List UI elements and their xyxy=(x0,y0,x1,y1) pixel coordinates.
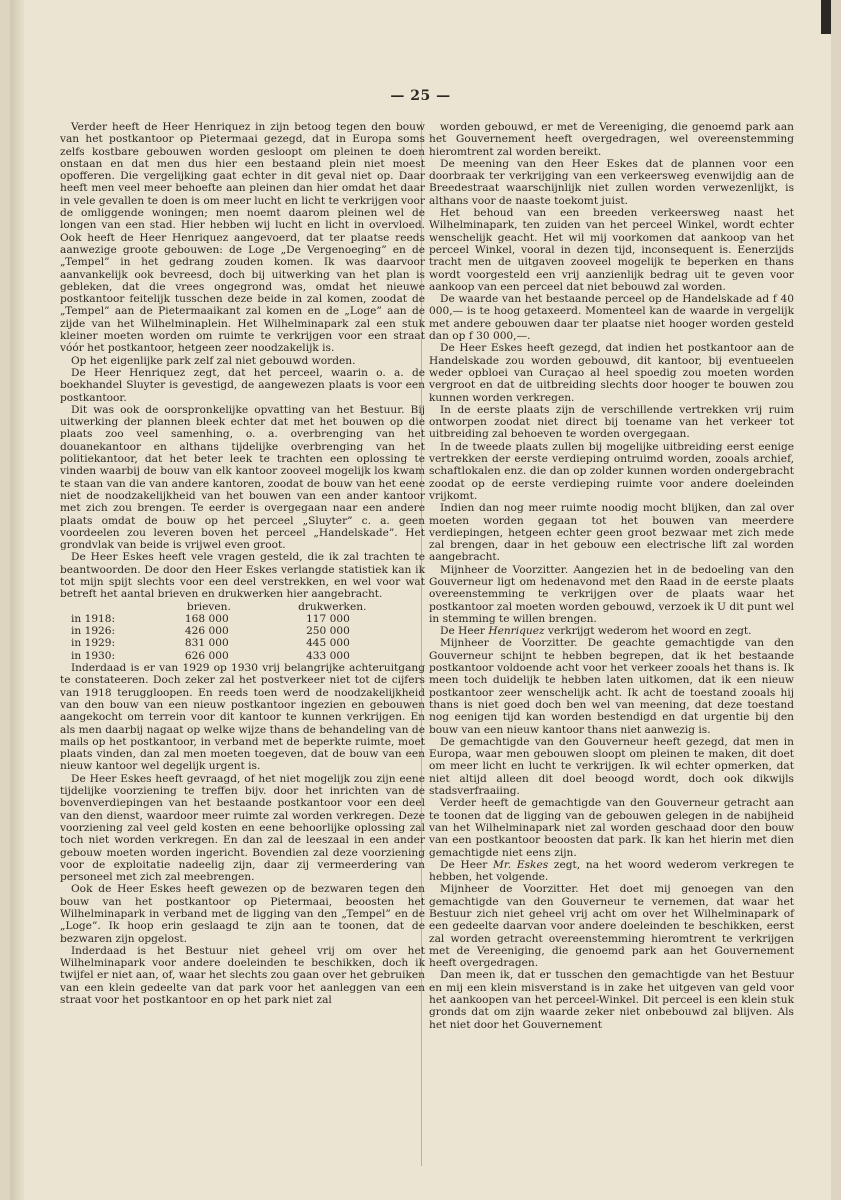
left-column xyxy=(60,121,425,1006)
table-header xyxy=(71,601,160,613)
paragraph: De Heer Henriquez zegt, dat het perceel, waarin o. a. de boekhandel Sluyter is gevestigd, de aangewezen plaats is voor een postkantoor. xyxy=(60,366,425,404)
table-cell: 445 000 xyxy=(306,637,350,650)
paragraph: Verder heeft de gemachtigde van den Gouverneur getracht aan te toonen dat de ligging van de gebouwen gelegen in de nabijheid van het Wilhelminapark niet zal worden geschaad door den bouw van een postkantoor beoosten dat park. Ik kan het hierin met dien gemachtigde niet eens zijn. xyxy=(429,797,794,859)
document-page xyxy=(10,0,831,1200)
paragraph: De Heer Eskes heeft gezegd, dat indien het postkantoor aan de Handelskade zou worden gebouwd, dit kantoor, bij eventueelen weder opbloei van Curaçao al heel spoedig zou moeten worden vergroot en dat de uitbreiding slechts door hooger te bouwen zou kunnen worden verkregen. xyxy=(429,342,794,404)
table-cell: 117 000 xyxy=(306,612,350,625)
page-number: — 25 — xyxy=(390,88,451,104)
table-cell: 831 000 xyxy=(184,637,229,650)
table-cell: in 1918: xyxy=(71,612,116,625)
paragraph: In de eerste plaats zijn de verschillende vertrekken vrij ruim ontworpen zoodat niet direct bij toename van het verkeer tot uitbreiding zal behoeven te worden overgegaan. xyxy=(429,403,794,441)
paragraph: Indien dan nog meer ruimte noodig mocht blijken, dan zal over moeten worden gegaan tot het bouwen van meerdere verdiepingen, hetgeen echter geen groot bezwaar met zich mede zal brengen, daar in het gebouw een electrische lift zal worden aangebracht. xyxy=(429,502,794,564)
paragraph: De gemachtigde van den Gouverneur heeft gezegd, dat men in Europa, waar men gebouwen sloopt om pleinen te maken, dit doet om meer licht en lucht te verkrijgen. Ik wil echter opmerken, dat niet altijd alleen dit doel beoogd wordt, doch ook dikwijls stadsverfraaiing. xyxy=(429,735,794,798)
table-header: drukwerken. xyxy=(298,600,367,613)
speaker-prefix: De Heer xyxy=(440,625,489,638)
speaker-name: Henriquez xyxy=(488,625,545,638)
paragraph: Mijnheer de Voorzitter. De geachte gemachtigde van den Gouverneur schijnt te hebben begrepen, dat ik het bestaande postkantoor voldoende acht voor het verkeer zooals het thans is. Ik meen toch duidelijk te hebben laten uitkomen, dat ik een nieuw postkantoor zeer wenschelijk acht. Ik acht de toestand zooals hij thans is niet goed doch ben wel van meening, dat deze toestand nog eenigen tijd kan worden bestendigd en dat urgentie bij den bouw van een nieuw kantoor thans niet aanwezig is. xyxy=(429,637,794,736)
speaker-name: Mr. Eskes xyxy=(493,858,549,871)
table-cell: in 1926: xyxy=(71,625,116,638)
paragraph: Het behoud van een breeden verkeersweg naast het Wilhelminapark, ten zuiden van het perceel Winkel, wordt echter wenschelijk geacht. Het wil mij voorkomen dat aankoop van het perceel Winkel, vooral in dezen tijd, inconsequent is. Eenerzijds tracht men de uitgaven zooveel mogelijk te beperken en thans wordt voorgesteld een vrij aanzienlijk bedrag uit te geven voor aankoop van een perceel dat niet bebouwd zal worden. xyxy=(429,207,794,293)
paragraph: Inderdaad is er van 1929 op 1930 vrij belangrijke achteruitgang te constateeren. Doch zeker zal het postverkeer niet tot de cijfers van 1918 teruggloopen. En reeds toen werd de noodzakelijkheid van den bouw van een nieuw postkantoor ingezien en gebouwen aangekocht om terrein voor dit kantoor te kunnen verkrijgen. En als men daarbij nagaat op welke wijze thans de behandeling van de mails op het postkantoor, in verband met de beperkte ruimte, moet plaats vinden, dan zal men moeten toegeven, dat de bouw van een nieuw kantoor wel degelijk urgent is. xyxy=(60,662,425,773)
table-cell: in 1929: xyxy=(71,637,116,650)
table-cell: in 1930: xyxy=(71,649,116,662)
paragraph: Dan meen ik, dat er tusschen den gemachtigde van het Bestuur en mij een klein misverstand is in zake het uitgeven van geld voor het aankoopen van het perceel-Winkel. Dit perceel is een klein stuk gronds dat om zijn waarde zeker niet onbebouwd zal blijven. Als het niet door het Gouvernement xyxy=(429,969,794,1031)
paragraph: Dit was ook de oorspronkelijke opvatting van het Bestuur. Bij uitwerking der plannen bleek echter dat met het bouwen op die plaats zoo veel samenhing, o. a. overbrenging van het douanekantoor en althans tijdelijke overbrenging van het politiekantoor, dat het beter leek te trachten een oplossing te vinden waarbij de bouw van elk kantoor zooveel mogelijk los kwam te staan van die van andere kantoren, zoodat de bouw van het eene niet de noodzakelijkheid van het bouwen van een ander kantoor met zich zou brengen. Te eerder is overgegaan naar een andere plaats omdat de bouw op het perceel „Sluyter” c. a. geen voordeelen zou leveren boven het perceel „Handelskade”. Het grondvlak van beide is vrijwel even groot. xyxy=(60,403,425,552)
table-row xyxy=(71,613,425,625)
paragraph: worden gebouwd, er met de Vereeniging, die genoemd park aan het Gouvernement heeft overgedragen, wel overeenstemming hieromtrent zal worden bereikt. xyxy=(429,121,794,158)
table-cell: 250 000 xyxy=(306,625,350,638)
paragraph: Inderdaad is het Bestuur niet geheel vrij om over het Wilhelminapark voor andere doeleinden te beschikken, doch ik twijfel er niet aan, of, waar het slechts zou gaan over het gebruiken van een klein gedeelte van dat park voor het aanleggen van een straat voor het postkantoor en op het park niet zal xyxy=(60,944,425,1007)
paragraph: Mijnheer de Voorzitter. Aangezien het in de bedoeling van den Gouverneur ligt om hedenavond met den Raad in de eerste plaats overeenstemming te verkrijgen over de plaats waar het postkantoor zal moeten worden gebouwd, verzoek ik U dit punt wel in stemming te willen brengen. xyxy=(429,563,794,625)
paragraph: De Heer Eskes heeft gevraagd, of het niet mogelijk zou zijn eene tijdelijke voorziening te treffen bijv. door het inrichten van de bovenverdiepingen van het bestaande postkantoor voor een deel van den dienst, waardoor meer ruimte zal worden verkregen. Deze voorziening zal veel geld kosten en eene behoorlijke oplossing zal toch niet worden verkregen. En dan zal de leeszaal in een ander gebouw moeten worden ingericht. Bovendien zal deze voorziening voor de exploitatie nadeelig zijn, daar zij vermeerdering van personeel met zich zal meebrengen. xyxy=(60,772,425,884)
table-cell: 626 000 xyxy=(184,649,229,662)
speaker-suffix: verkrijgt wederom het woord en zegt. xyxy=(544,625,752,638)
mail-statistics-table xyxy=(71,601,425,662)
paragraph: In de tweede plaats zullen bij mogelijke uitbreiding eerst eenige vertrekken der eerste verdieping ontruimd worden, zooals archief, schaftlokalen enz. die dan op zolder kunnen worden ondergebracht zoodat op de eerste verdieping ruimte voor andere doeleinden vrijkomt. xyxy=(429,440,794,502)
table-header: brieven. xyxy=(186,600,231,613)
table-row xyxy=(71,637,425,649)
table-header-row xyxy=(71,601,425,613)
speaker-line xyxy=(429,625,794,637)
table-cell: 168 000 xyxy=(184,612,229,625)
page-binding-edge xyxy=(10,0,24,1200)
right-column xyxy=(429,121,794,1031)
table-cell: 426 000 xyxy=(184,625,229,638)
paragraph: De meening van den Heer Eskes dat de plannen voor een doorbraak ter verkrijging van een verkeersweg evenwijdig aan de Breedestraat waarschijnlijk niet zullen worden verwezenlijkt, is althans voor de naaste toekomt juist. xyxy=(429,157,794,207)
speaker-line xyxy=(429,859,794,884)
paragraph: Op het eigenlijke park zelf zal niet gebouwd worden. xyxy=(71,354,356,367)
table-row xyxy=(71,650,425,662)
corner-tab xyxy=(821,0,831,34)
paragraph: De waarde van het bestaande perceel op de Handelskade ad f 40 000,— is te hoog getaxeerd. Momenteel kan de waarde in vergelijk met andere gebouwen daar ter plaatse niet hooger worden gesteld dan op f 30 000,—. xyxy=(429,293,794,343)
paragraph: Mijnheer de Voorzitter. Het doet mij genoegen van den gemachtigde van den Gouverneur te vernemen, dat waar het Bestuur zich niet geheel vrij acht om over het Wilhelminapark of een gedeelte daarvan voor andere doeleinden te beschikken, eerst zal worden getracht overeenstemming hieromtrent te verkrijgen met de Vereeniging, die genoemd park aan het Gouvernement heeft overgedragen. xyxy=(429,883,794,970)
table-cell: 433 000 xyxy=(306,649,350,662)
paragraph: De Heer Eskes heeft vele vragen gesteld, die ik zal trachten te beantwoorden. De door den Heer Eskes verlangde statistiek kan ik tot mijn spijt slechts voor een deel verstrekken, en wel voor wat betreft het aantal brieven en drukwerken hier aangebracht. xyxy=(60,551,425,601)
paragraph: Ook de Heer Eskes heeft gewezen op de bezwaren tegen den bouw van het postkantoor op Pietermaai, beoosten het Wilhelminapark in verband met de ligging van den „Tempel” en de „Loge”. Ik hoop erin geslaagd te zijn aan te toonen, dat de bezwaren zijn opgelost. xyxy=(60,883,425,945)
table-row xyxy=(71,625,425,637)
speaker-suffix: zegt, na het woord wederom verkregen te hebben, het volgende. xyxy=(429,858,794,884)
speaker-prefix: De Heer xyxy=(440,858,494,871)
paragraph: Verder heeft de Heer Henriquez in zijn betoog tegen den bouw van het postkantoor op Pietermaai gezegd, dat in Europa soms zelfs kostbare gebouwen worden gesloopt om pleinen te doen onstaan en dat men dus hier een bestaand plein niet moest opofferen. Die vergelijking gaat echter in dit geval niet op. Daar heeft men veel meer behoefte aan pleinen dan hier omdat het daar in vele gevallen te doen is om meer lucht en licht te verkrijgen voor de omliggende woningen; men noemt daarom pleinen wel de longen van een stad. Hier hebben wij lucht en licht in overvloed. Ook heeft de Heer Henriquez aangevoerd, dat ter plaatse reeds aanwezige groote gebouwen: de Loge „De Vergenoeging” en de „Tempel” in het gedrang zouden komen. Ik was daarvoor aanvankelijk ook bevreesd, doch bij uitwerking van het plan is gebleken, dat die vrees ongegrond was, omdat het nieuwe postkantoor feitelijk tusschen deze beide in zal komen, zoodat de „Tempel” aan de Pietermaaikant zal komen en de „Loge” aan de zijde van het Wilhelminaplein. Het Wilhelminapark zal een stuk kleiner moeten worden om ruimte te verkrijgen voor een straat vóór het postkantoor, hetgeen zeer noodzakelijk is. xyxy=(60,121,425,355)
